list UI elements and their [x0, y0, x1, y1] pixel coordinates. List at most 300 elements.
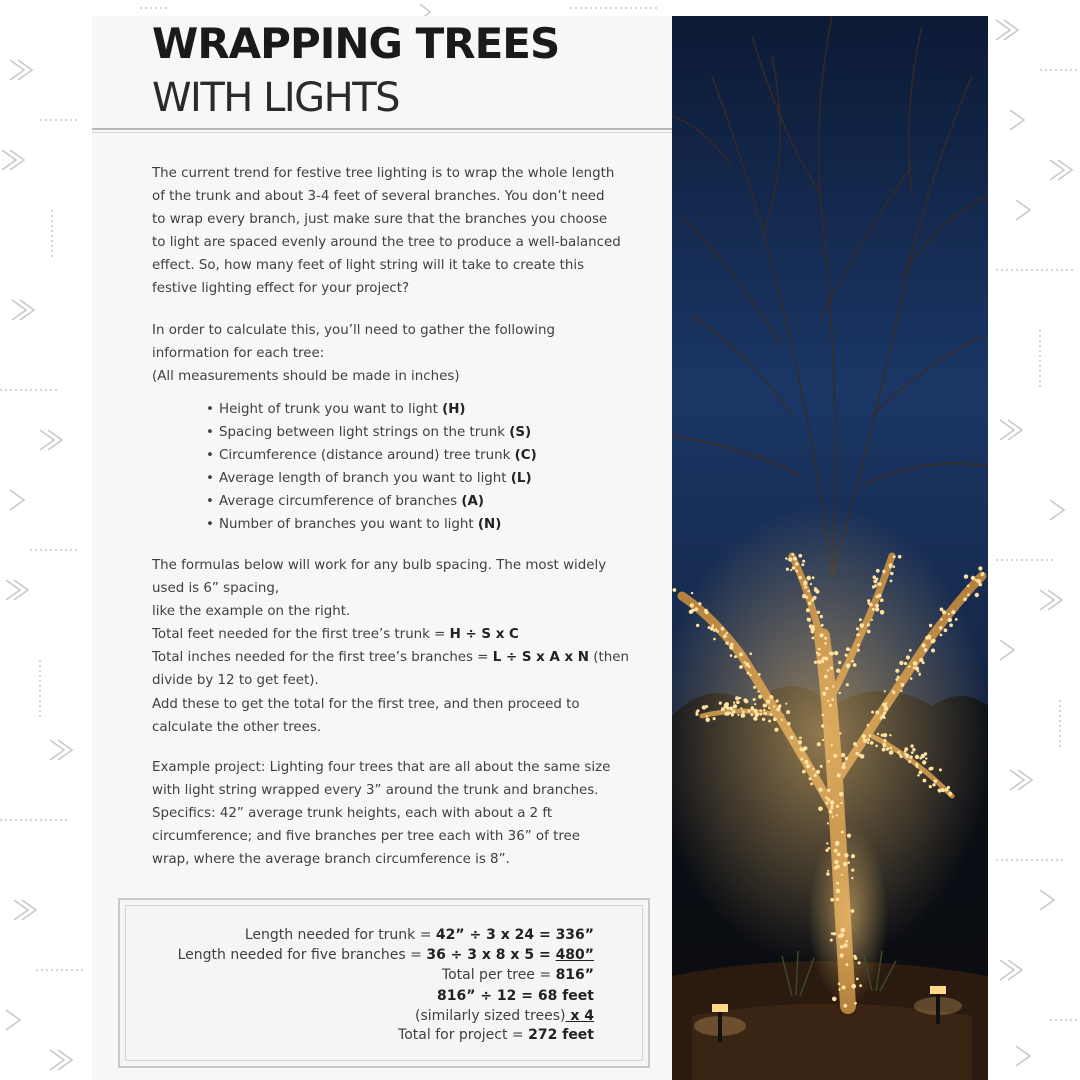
light-bulb — [963, 598, 967, 602]
light-bulb — [804, 760, 808, 764]
text-line: circumference; and five branches per tree each with 36” of tree — [152, 829, 581, 845]
light-bulb — [759, 709, 761, 711]
text-line: effect. So, how many feet of light string will it take to create this — [152, 258, 585, 274]
lit-tree-photo — [672, 16, 988, 1080]
light-bulb — [913, 661, 918, 666]
light-bulb — [851, 854, 855, 858]
light-bulb — [895, 678, 898, 681]
light-bulb — [867, 724, 870, 727]
light-bulb — [811, 630, 815, 634]
light-bulb — [781, 719, 783, 721]
light-bulb — [830, 652, 834, 656]
light-bulb — [837, 774, 840, 777]
light-bulb — [889, 747, 892, 750]
light-bulb — [898, 555, 902, 559]
light-bulb — [698, 602, 701, 605]
light-bulb — [908, 760, 911, 763]
light-bulb — [929, 785, 932, 788]
light-bulb — [945, 788, 948, 791]
light-bulb — [811, 599, 814, 602]
light-bulb — [758, 673, 761, 676]
light-bulb — [742, 710, 745, 713]
light-bulb — [889, 750, 894, 755]
text-line: Add these to get the total for the first tree, and then proceed to — [152, 696, 580, 712]
light-bulb — [817, 611, 820, 614]
light-bulb — [812, 768, 814, 770]
light-bulb — [817, 660, 821, 664]
light-bulb — [695, 713, 698, 716]
light-bulb — [737, 714, 739, 716]
light-bulb — [827, 789, 830, 792]
light-bulb — [975, 593, 979, 597]
light-bulb — [786, 568, 789, 571]
light-bulb — [740, 707, 742, 709]
light-bulb — [741, 713, 745, 717]
light-bulb — [942, 610, 946, 614]
light-bulb — [900, 755, 903, 758]
list-item: • Average length of branch you want to light (L) — [206, 471, 532, 486]
light-bulb — [806, 608, 810, 612]
light-bulb — [851, 909, 855, 913]
light-bulb — [883, 716, 886, 719]
light-bulb — [730, 654, 733, 657]
light-bulb — [729, 645, 733, 649]
light-bulb — [921, 754, 925, 758]
text-line: information for each tree: — [152, 346, 325, 362]
measurements-list — [206, 398, 537, 536]
text-line: with light string wrapped every 3” around the trunk and branches. — [152, 783, 599, 799]
light-bulb — [845, 654, 848, 657]
light-bulb — [868, 602, 871, 605]
light-bulb — [899, 661, 903, 665]
light-bulb — [825, 687, 828, 690]
light-bulb — [733, 704, 737, 708]
light-bulb — [705, 705, 708, 708]
text-line: to light are spaced evenly around the tree to produce a well-balanced — [152, 235, 621, 251]
light-bulb — [839, 792, 844, 797]
light-bulb — [844, 853, 848, 857]
light-bulb — [802, 594, 806, 598]
light-bulb — [747, 672, 750, 675]
light-bulb — [785, 557, 788, 560]
light-bulb — [725, 706, 728, 709]
light-bulb — [838, 661, 841, 664]
light-bulb — [895, 669, 899, 673]
light-bulb — [853, 742, 857, 746]
light-bulb — [842, 765, 846, 769]
light-bulb — [877, 583, 880, 586]
light-bulb — [838, 988, 840, 990]
formulas-paragraph: The formulas below will work for any bulb spacing. The most widely used is 6” spacing, like the example on the right. Total feet needed for the first tree’s trunk = H ÷ S x C Total inches needed for the first tree’s branches = L ÷ S x A x N (then divide by 12 to get feet). Add these to get the total for the first tree, and then proceed to calculate the other trees. — [152, 558, 629, 735]
light-bulb — [827, 700, 829, 702]
light-bulb — [808, 601, 812, 605]
light-bulb — [753, 716, 757, 720]
light-bulb — [747, 709, 750, 712]
light-bulb — [830, 800, 835, 805]
light-bulb — [790, 736, 794, 740]
light-bulb — [940, 634, 943, 637]
light-bulb — [978, 566, 982, 570]
light-bulb — [939, 768, 942, 771]
light-bulb — [721, 627, 725, 631]
light-bulb — [833, 932, 836, 935]
light-bulb — [713, 717, 716, 720]
light-bulb — [826, 872, 830, 876]
light-bulb — [696, 709, 699, 712]
text-line: used is 6” spacing, — [152, 581, 280, 597]
light-bulb — [704, 609, 708, 613]
light-bulb — [971, 576, 975, 580]
light-bulb — [770, 713, 773, 716]
text-line: The current trend for festive tree lighting is to wrap the whole length — [152, 166, 615, 181]
light-bulb — [814, 661, 817, 664]
light-bulb — [922, 760, 926, 764]
light-bulb — [845, 757, 848, 760]
light-bulb — [835, 841, 839, 845]
light-bulb — [900, 690, 902, 692]
light-bulb — [880, 598, 884, 602]
light-bulb — [883, 711, 886, 714]
light-bulb — [739, 665, 743, 669]
light-bulb — [862, 734, 866, 738]
list-item: • Number of branches you want to light (N) — [206, 517, 502, 532]
light-bulb — [762, 718, 765, 721]
light-bulb — [919, 771, 923, 775]
light-bulb — [832, 997, 837, 1002]
light-bulb — [843, 943, 847, 947]
light-bulb — [691, 592, 693, 594]
light-bulb — [830, 666, 833, 669]
light-bulb — [856, 978, 859, 981]
trunk-formula-label: Total feet needed for the first tree’s trunk = — [152, 627, 450, 643]
calculation-box — [118, 898, 650, 1068]
calc-project-line: Total for project = 272 feet — [398, 1027, 594, 1043]
light-bulb — [822, 739, 824, 741]
light-bulb — [795, 562, 799, 566]
light-bulb — [955, 618, 958, 621]
light-bulb — [790, 569, 792, 571]
light-bulb — [901, 683, 905, 687]
light-bulb — [841, 753, 845, 757]
light-bulb — [820, 765, 823, 768]
light-bulb — [827, 822, 829, 824]
light-bulb — [883, 739, 886, 742]
light-bulb — [910, 744, 913, 747]
light-bulb — [750, 713, 753, 716]
light-bulb — [719, 702, 722, 705]
light-bulb — [812, 576, 815, 579]
light-bulb — [853, 663, 857, 667]
light-bulb — [839, 692, 841, 694]
light-bulb — [839, 732, 841, 734]
light-bulb — [838, 983, 841, 986]
light-bulb — [841, 831, 844, 834]
light-bulb — [822, 660, 825, 663]
light-bulb — [824, 637, 827, 640]
text-line: Specifics: 42” average trunk heights, each with about a 2 ft — [152, 806, 553, 822]
light-bulb — [830, 939, 833, 942]
light-bulb — [691, 609, 695, 613]
light-bulb — [736, 700, 740, 704]
text-line: like the example on the right. — [152, 604, 351, 620]
light-bulb — [876, 569, 880, 573]
light-bulb — [893, 555, 896, 558]
light-bulb — [819, 788, 823, 792]
light-bulb — [932, 639, 936, 643]
light-bulb — [904, 662, 907, 665]
list-item: • Average circumference of branches (A) — [206, 494, 484, 509]
light-bulb — [734, 655, 737, 658]
light-bulb — [804, 586, 807, 589]
light-bulb — [889, 734, 891, 736]
light-bulb — [807, 618, 810, 621]
light-bulb — [822, 692, 826, 696]
light-bulb — [875, 745, 878, 748]
light-bulb — [889, 563, 893, 567]
light-bulb — [915, 755, 919, 759]
light-bulb — [897, 751, 900, 754]
light-bulb — [799, 737, 802, 740]
light-bulb — [910, 677, 913, 680]
light-bulb — [842, 762, 845, 765]
light-bulb — [884, 707, 888, 711]
light-bulb — [869, 734, 872, 737]
light-bulb — [854, 1002, 857, 1005]
light-bulb — [836, 669, 840, 673]
light-bulb — [852, 984, 857, 989]
light-bulb — [776, 707, 780, 711]
light-bulb — [841, 874, 843, 876]
light-bulb — [753, 698, 756, 701]
light-bulb — [909, 755, 912, 758]
text-line: wrap, where the average branch circumference is 8”. — [152, 852, 510, 868]
light-bulb — [917, 774, 920, 777]
light-bulb — [874, 584, 877, 587]
light-bulb — [807, 590, 810, 593]
light-bulb — [814, 587, 817, 590]
light-bulb — [690, 603, 694, 607]
light-bulb — [827, 760, 830, 763]
light-bulb — [976, 579, 980, 583]
light-bulb — [776, 699, 779, 702]
branch-formula: L ÷ S x A x N — [492, 650, 589, 666]
light-bulb — [830, 811, 832, 813]
light-bulb — [743, 661, 745, 663]
light-bulb — [951, 610, 955, 614]
light-bulb — [846, 683, 849, 686]
light-bulb — [792, 566, 796, 570]
light-bulb — [817, 742, 821, 746]
light-bulb — [923, 779, 927, 783]
light-bulb — [706, 715, 708, 717]
light-bulb — [967, 593, 970, 596]
light-bulb — [932, 783, 935, 786]
light-bulb — [886, 747, 890, 751]
light-bulb — [755, 712, 760, 717]
light-bulb — [930, 767, 934, 771]
light-bulb — [749, 652, 752, 655]
light-bulb — [723, 634, 727, 638]
example-paragraph — [152, 756, 652, 871]
light-bulb — [908, 665, 911, 668]
light-bulb — [872, 608, 875, 611]
light-bulb — [845, 940, 848, 943]
light-bulb — [799, 748, 802, 751]
light-bulb — [773, 705, 775, 707]
light-bulb — [816, 590, 820, 594]
light-bulb — [919, 673, 921, 675]
light-bulb — [821, 724, 824, 727]
light-bulb — [851, 869, 854, 872]
page-title: WRAPPING TREES — [152, 19, 560, 68]
light-bulb — [836, 814, 838, 816]
light-bulb — [820, 633, 824, 637]
light-bulb — [830, 898, 834, 902]
light-bulb — [825, 796, 828, 799]
light-bulb — [725, 641, 728, 644]
light-bulb — [846, 963, 849, 966]
light-bulb — [843, 1004, 847, 1008]
light-bulb — [934, 779, 938, 783]
light-bulb — [847, 861, 850, 864]
light-bulb — [867, 630, 871, 634]
light-bulb — [948, 613, 950, 615]
light-bulb — [867, 623, 870, 626]
light-bulb — [801, 563, 804, 566]
light-bulb — [857, 644, 860, 647]
light-bulb — [879, 594, 882, 597]
light-bulb — [713, 638, 716, 641]
light-bulb — [975, 579, 977, 581]
light-bulb — [880, 610, 885, 615]
light-bulb — [744, 699, 748, 703]
light-bulb — [939, 626, 943, 630]
light-bulb — [786, 710, 790, 714]
light-bulb — [882, 743, 886, 747]
light-bulb — [795, 570, 798, 573]
light-bulb — [726, 632, 728, 634]
light-bulb — [916, 765, 919, 768]
light-bulb — [764, 712, 767, 715]
text-line: (All measurements should be made in inches) — [152, 369, 460, 385]
light-bulb — [875, 604, 879, 608]
light-bulb — [882, 748, 886, 752]
light-bulb — [836, 865, 840, 869]
light-bulb — [885, 702, 888, 705]
light-bulb — [809, 777, 812, 780]
light-bulb — [705, 718, 710, 723]
light-bulb — [818, 654, 820, 656]
light-bulb — [851, 660, 854, 663]
light-bulb — [824, 675, 828, 679]
light-bulb — [871, 619, 873, 621]
list-item: • Circumference (distance around) tree trunk (C) — [206, 448, 537, 463]
light-bulb — [726, 711, 730, 715]
light-bulb — [818, 648, 821, 651]
light-bulb — [806, 576, 811, 581]
light-bulb — [822, 657, 825, 660]
light-bulb — [906, 755, 909, 758]
light-bulb — [708, 626, 711, 629]
light-bulb — [729, 707, 733, 711]
light-bulb — [696, 624, 699, 627]
light-bulb — [735, 696, 739, 700]
light-bulb — [840, 945, 844, 949]
light-bulb — [873, 579, 877, 583]
light-bulb — [860, 623, 865, 628]
light-bulb — [812, 637, 815, 640]
light-bulb — [716, 630, 719, 633]
light-bulb — [831, 744, 833, 746]
light-bulb — [810, 583, 812, 585]
light-bulb — [802, 560, 805, 563]
light-bulb — [860, 754, 865, 759]
light-bulb — [912, 748, 915, 751]
light-bulb — [820, 615, 823, 618]
light-bulb — [867, 599, 870, 602]
light-bulb — [827, 798, 830, 801]
light-bulb — [847, 834, 851, 838]
light-bulb — [909, 649, 912, 652]
light-bulb — [810, 783, 813, 786]
light-bulb — [840, 953, 844, 957]
light-bulb — [834, 860, 838, 864]
light-bulb — [858, 961, 861, 964]
calc-feet-line: 816” ÷ 12 = 68 feet — [437, 988, 594, 1004]
light-bulb — [725, 702, 729, 706]
light-bulb — [893, 565, 896, 568]
light-bulb — [944, 628, 948, 632]
light-bulb — [733, 702, 735, 704]
light-bulb — [710, 627, 714, 631]
light-bulb — [948, 792, 952, 796]
light-bulb — [800, 758, 803, 761]
branch-formula-label: Total inches needed for the first tree’s branches = — [152, 650, 493, 666]
title-divider — [92, 128, 672, 130]
light-bulb — [832, 685, 834, 687]
light-bulb — [798, 554, 802, 558]
text-line: In order to calculate this, you’ll need to gather the following — [152, 323, 555, 338]
light-bulb — [825, 802, 828, 805]
light-bulb — [739, 652, 743, 656]
light-bulb — [837, 853, 841, 857]
light-bulb — [871, 711, 874, 714]
light-bulb — [826, 842, 828, 844]
light-bulb — [940, 618, 942, 620]
list-item: • Height of trunk you want to light (H) — [206, 402, 466, 417]
intro-paragraph — [152, 162, 652, 301]
calc-trunk-line: Length needed for trunk = 42” ÷ 3 x 24 = 336” — [244, 927, 594, 943]
light-bulb — [821, 624, 824, 627]
light-bulb — [870, 741, 874, 745]
light-bulb — [924, 648, 928, 652]
light-bulb — [917, 670, 919, 672]
light-bulb — [929, 638, 931, 640]
light-bulb — [793, 557, 797, 561]
light-bulb — [856, 752, 859, 755]
light-bulb — [964, 574, 968, 578]
light-bulb — [754, 703, 756, 705]
light-bulb — [931, 649, 935, 653]
light-bulb — [827, 669, 829, 671]
light-bulb — [863, 739, 867, 743]
list-item: • Spacing between light strings on the trunk (S) — [206, 425, 532, 440]
light-bulb — [915, 666, 919, 670]
light-bulb — [836, 882, 839, 885]
light-bulb — [843, 862, 847, 866]
light-bulb — [751, 706, 754, 709]
light-bulb — [757, 690, 759, 692]
